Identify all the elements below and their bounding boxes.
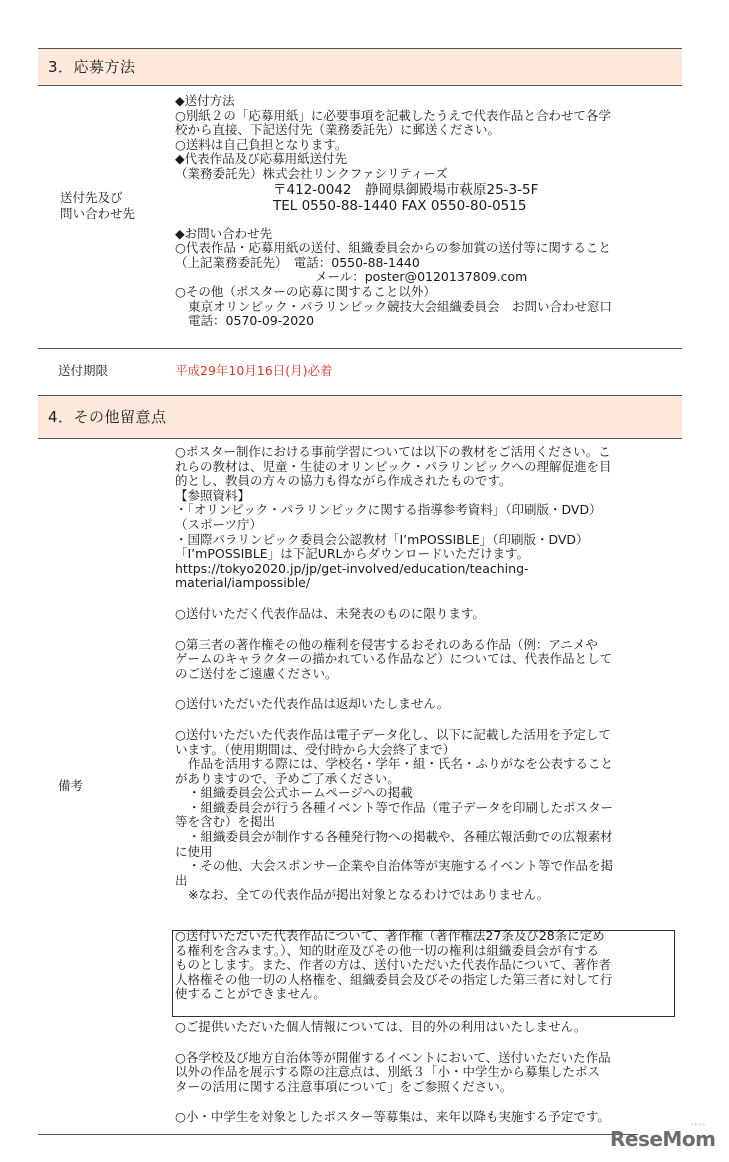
copyright-line: ものとします。また、作者の方は、送付いただいた代表作品について、著作者: [175, 957, 612, 973]
copyright-line: る権利を含みます。）、知的財産及びその他一切の権利は組織委員会が有する: [175, 942, 600, 958]
remarks-line: （スポーツ庁）: [175, 516, 263, 532]
resemom-logo: ReseMom: [610, 1127, 716, 1151]
contact-label-line-2: 問い合わせ先: [60, 206, 136, 221]
remarks-line: ・その他、大会スポンサー企業や自治体等が実施するイベント等で作品を掲: [188, 858, 614, 874]
remarks-line: れらの教材は、児童・生徒のオリンピック・パラリンピックへの理解促進を目: [175, 458, 612, 474]
contact-line: （上記業務委託先） 電話：0550-88-1440: [175, 254, 420, 270]
remarks-label: 備考: [58, 778, 84, 793]
remarks-line: ・組織委員会が行う各種イベント等で作品（電子データを印刷したポスター: [188, 799, 614, 815]
spacer: [175, 1094, 671, 1110]
deadline-label: 送付期限: [58, 363, 109, 378]
bottom-divider: [38, 1134, 638, 1135]
remarks-line: ・「オリンピック・パラリンピックに関する指導参考資料」（印刷版・DVD）: [175, 502, 602, 518]
spacer: [175, 1035, 671, 1051]
spacer: [175, 1002, 671, 1020]
copyright-line: 使することができません。: [175, 986, 326, 1002]
remarks-line: がありますので、予めご了承ください。: [175, 770, 400, 786]
remarks-line: ※なお、全ての代表作品が掲出対象となるわけではありません。: [188, 887, 550, 903]
contact-line: ○別紙２の「応募用紙」に必要事項を記載したうえで代表作品と合わせて各学: [175, 107, 611, 123]
remarks-line: に使用: [175, 843, 213, 859]
deadline-value: 平成29年10月16日(月)必着: [175, 363, 333, 378]
contact-line: ○代表作品・応募用紙の送付、組織委員会からの参加賞の送付等に関すること: [175, 240, 611, 256]
remarks-line: ○第三者の著作権その他の権利を侵害するおそれのある作品（例：アニメや: [175, 636, 598, 652]
remarks-line: ・国際パラリンピック委員会公認教材「I’mPOSSIBLE」（印刷版・DVD）: [175, 531, 589, 547]
remarks-line: ・組織委員会公式ホームページへの掲載: [188, 785, 413, 801]
remarks-line: 出: [175, 872, 188, 888]
contact-label: [60, 190, 135, 222]
remarks-line: ○ご提供いただいた個人情報については、目的外の利用はいたしません。: [175, 1019, 587, 1034]
contact-line: メール：poster@0120137809.com: [315, 269, 528, 285]
spacer: [175, 622, 671, 638]
remarks-line: ○ポスター制作における事前学習については以下の教材をご活用ください。こ: [175, 444, 611, 459]
remarks-line: ・組織委員会が制作する各種発行物への掲載や、各種広報活動での広報素材: [188, 829, 613, 845]
copyright-line: 人格権その他一切の人格権を、組織委員会及びその指定した第三者に対して行: [175, 971, 613, 987]
remarks-line: 【参照資料】: [175, 487, 251, 503]
contact-line: 東京オリンピック・パラリンピック競技大会組織委員会 お問い合わせ窓口: [188, 298, 613, 314]
contact-line: ○送料は自己負担となります。: [175, 136, 348, 152]
contact-line: 〒412-0042 静岡県御殿場市萩原25-3-5F: [273, 181, 539, 198]
remarks-line: 「I’mPOSSIBLE」は下記URLからダウンロードいただけます。: [175, 546, 530, 562]
contact-label-line-1: 送付先及び: [60, 190, 123, 205]
url-line: https://tokyo2020.jp/jp/get-involved/education/teaching-: [175, 560, 529, 576]
row-divider: [38, 348, 682, 349]
contact-line: ○その他（ポスターの応募に関すること以外）: [175, 283, 436, 299]
remarks-line: ○各学校及び地方自治体等が開催するイベントにおいて、送付いただいた作品: [175, 1049, 611, 1065]
remarks-line: ○送付いただいた代表作品は返却いたしません。: [175, 696, 450, 712]
remarks-line: ターの活用に関する注意事項について」をご参照ください。: [175, 1078, 513, 1094]
remarks-line: 的とし、教員の方々の協力も得ながら作成されたものです。: [175, 473, 512, 489]
contact-line: TEL 0550-88-1440 FAX 0550-80-0515: [273, 197, 527, 214]
spacer: [175, 681, 671, 697]
spacer: [175, 591, 671, 607]
contact-line: 電話：0570-09-2020: [188, 313, 315, 329]
contact-line: ◆送付方法: [175, 93, 235, 108]
spacer: [175, 712, 671, 728]
remarks-line: ○送付いただく代表作品は、未発表のものに限ります。: [175, 605, 485, 621]
remarks-line: 以外の作品を展示する際の注意点は、別紙３「小・中学生から募集したポス: [175, 1064, 601, 1080]
remarks-line: ○小・中学生を対象としたポスター等募集は、来年以降も実施する予定です。: [175, 1109, 610, 1125]
remarks-line: のご送付をご遠慮ください。: [175, 665, 338, 681]
contact-line: ◆代表作品及び応募用紙送付先: [175, 151, 348, 167]
contact-line: （業務委託先）株式会社リンクファシリティーズ: [175, 165, 448, 181]
remarks-line: ゲームのキャラクターの描かれている作品など）については、代表作品として: [175, 651, 613, 667]
contact-line: 校から直接、下記送付先（業務委託先）に郵送ください。: [175, 122, 501, 138]
remarks-line: 等を含む）を掲出: [175, 814, 276, 830]
section-4-heading: 4．その他留意点: [38, 395, 682, 439]
remarks-line: います。（使用期間は、受付時から大会終了まで）: [175, 741, 456, 757]
section-3-heading: 3．応募方法: [38, 48, 682, 86]
remarks-content: [175, 445, 671, 1125]
spacer: [175, 214, 671, 227]
url-line: material/iampossible/: [175, 575, 311, 591]
watermark-small-text: リセマム: [690, 1122, 706, 1127]
contact-content: [175, 94, 671, 329]
remarks-line: ○送付いただいた代表作品は電子データ化し、以下に記載した活用を予定して: [175, 726, 611, 742]
remarks-line: 作品を活用する際には、学校名・学年・組・氏名・ふりがなを公表すること: [188, 756, 614, 772]
copyright-line: ○送付いただいた代表作品について、著作権（著作権法27条及び28条に定め: [175, 928, 605, 944]
spacer: [175, 903, 671, 929]
contact-line: ◆お問い合わせ先: [175, 225, 273, 241]
